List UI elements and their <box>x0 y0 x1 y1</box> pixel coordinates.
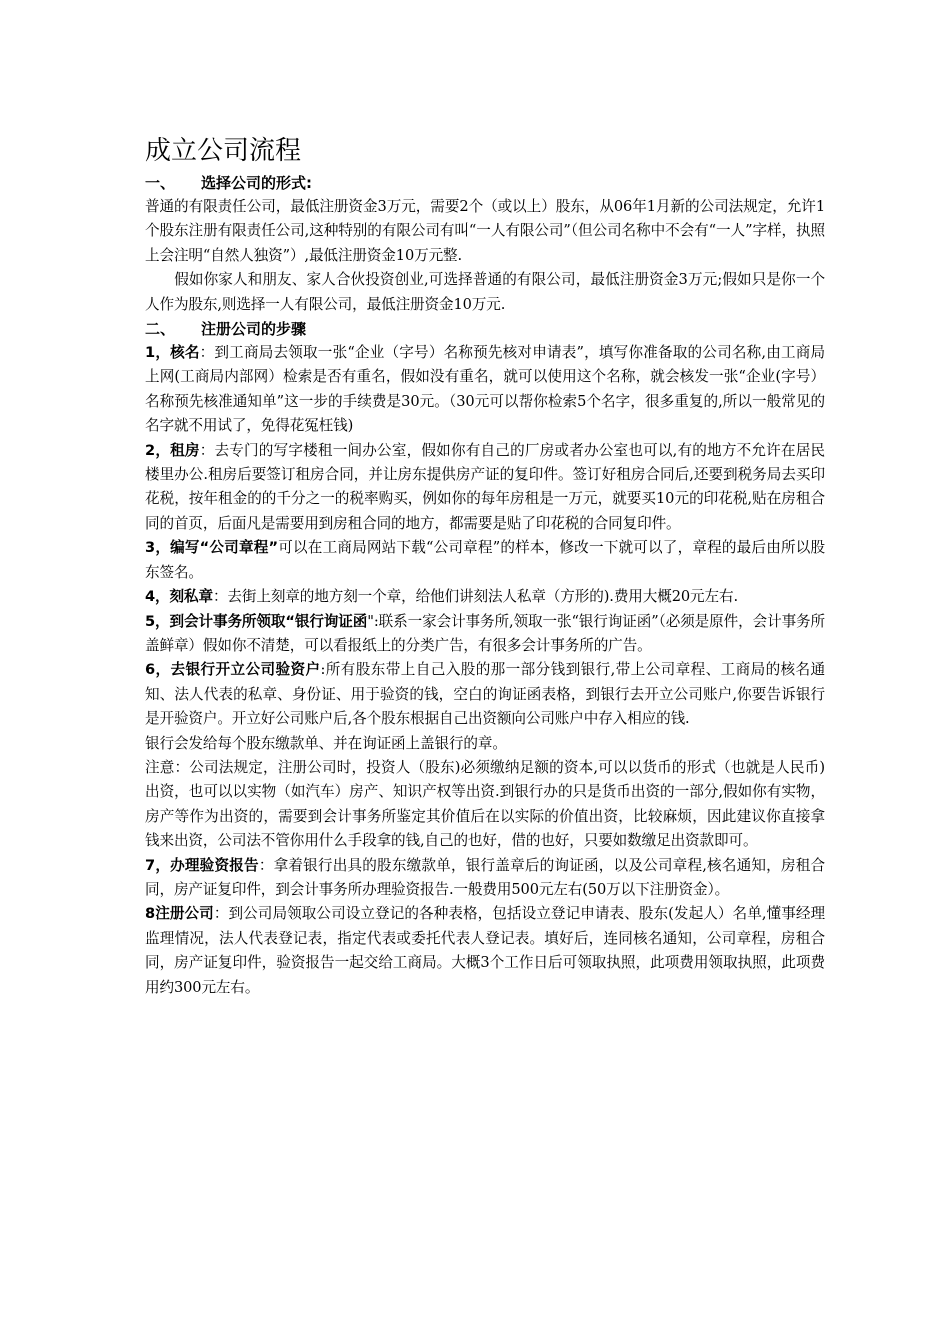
step-6 <box>145 658 825 731</box>
step-label: 6，去银行开立公司验资户 <box>145 661 321 679</box>
section-number: 一、 <box>145 174 176 192</box>
step-text: ：去街上刻章的地方刻一个章，给他们讲刻法人私章（方形的).费用大概20元左右. <box>212 588 738 606</box>
step-3 <box>145 536 825 585</box>
step-2 <box>145 439 825 537</box>
step-label: 7，办理验资报告 <box>145 856 259 874</box>
paragraph: 普通的有限责任公司，最低注册资金3万元，需要2个（或以上）股东，从06年1月新的公司法规定，允许1个股东注册有限责任公司,这种特别的有限公司有叫“一人有限公司”（但公司名称中不会有“一人”字样，执照上会注明“自然人独资”）,最低注册资金10万元整. <box>145 198 825 264</box>
step-4 <box>145 585 825 609</box>
section-heading-text: 选择公司的形式: <box>201 174 312 192</box>
section-heading-2 <box>145 317 825 341</box>
step-text: ：到公司局领取公司设立登记的各种表格，包括设立登记申请表、股东(发起人）名单,懂事经理监理情况，法人代表登记表，指定代表或委托代表人登记表。填好后，连同核名通知，公司章程，房租合同，房产证复印件，验资报告一起交给工商局。大概3个工作日后可领取执照，此项费用领取执照，此项费用约300元左右。 <box>145 905 825 996</box>
step-8 <box>145 902 825 1000</box>
step-1 <box>145 341 825 439</box>
step-label: 4，刻私章 <box>145 588 213 606</box>
step-label: 2，租房 <box>145 441 200 459</box>
bank-note: 银行会发给每个股东缴款单、并在询证函上盖银行的章。 <box>145 734 507 752</box>
step-label: 1，核名 <box>145 344 200 362</box>
step-text: :所有股东带上自己入股的那一部分钱到银行,带上公司章程、工商局的核名通知、法人代表的私章、身份证、用于验资的钱，空白的询证函表格，到银行去开立公司账户,你要告诉银行是开验资户。开立好公司账户后,各个股东根据自己出资额向公司账户中存入相应的钱. <box>145 661 826 728</box>
document-page <box>145 133 825 1000</box>
step-text: ：到工商局去领取一张“企业（字号）名称预先核对申请表”，填写你准备取的公司名称,由工商局上网(工商局内部网）检索是否有重名，假如没有重名，就可以使用这个名称，就会核发一张“企业(字号）名称预先核准通知单”这一步的手续费是30元。（30元可以帮你检索5个名字，很多重复的,所以一般常见的名字就不用试了，免得花冤枉钱) <box>145 344 825 435</box>
document-title: 成立公司流程 <box>145 136 302 166</box>
step-text: ：拿着银行出具的股东缴款单，银行盖章后的询证函，以及公司章程,核名通知，房租合同，房产证复印件，到会计事务所办理验资报告.一般费用500元左右(50万以下注册资金）。 <box>145 856 825 898</box>
notice-paragraph: 注意：公司法规定，注册公司时，投资人（股东)必须缴纳足额的资本,可以以货币的形式（也就是人民币)出资，也可以以实物（如汽车）房产、知识产权等出资.到银行办的只是货币出资的一部分,假如你有实物，房产等作为出资的，需要到会计事务所鉴定其价值后在以实际的价值出资，比较麻烦，因此建议你直接拿钱来出资，公司法不管你用什么手段拿的钱,自己的也好，借的也好，只要如数缴足出资款即可。 <box>145 758 825 850</box>
step-text: ":联系一家会计事务所,领取一张“银行询证函”（必须是原件，会计事务所盖鲜章）假如你不清楚，可以看报纸上的分类广告，有很多会计事务所的广告。 <box>145 612 826 654</box>
step-text: 可以在工商局网站下载“公司章程”的样本，修改一下就可以了，章程的最后由所以股东签名。 <box>145 539 825 581</box>
paragraph: 假如你家人和朋友、家人合伙投资创业,可选择普通的有限公司，最低注册资金3万元;假如只是你一个人作为股东,则选择一人有限公司，最低注册资金10万元. <box>145 271 825 313</box>
step-7 <box>145 854 825 903</box>
step-label: 3，编写“公司章程” <box>145 539 278 557</box>
section-number: 二、 <box>145 320 176 339</box>
section-heading-text: 注册公司的步骤 <box>201 320 307 339</box>
step-text: ：去专门的写字楼租一间办公室，假如你有自己的厂房或者办公室也可以,有的地方不允许在居民楼里办公.租房后要签订租房合同，并让房东提供房产证的复印件。签订好租房合同后,还要到税务局去买印花税，按年租金的的千分之一的税率购买，例如你的每年房租是一万元，就要买10元的印花税,贴在房租合同的首页，后面凡是需要用到房租合同的地方，都需要是贴了印花税的合同复印件。 <box>145 441 825 532</box>
section-heading-1 <box>145 171 825 195</box>
step-label: 5，到会计事务所领取“银行询证函 <box>145 612 368 630</box>
step-label: 8注册公司 <box>145 905 214 923</box>
step-5 <box>145 610 825 659</box>
